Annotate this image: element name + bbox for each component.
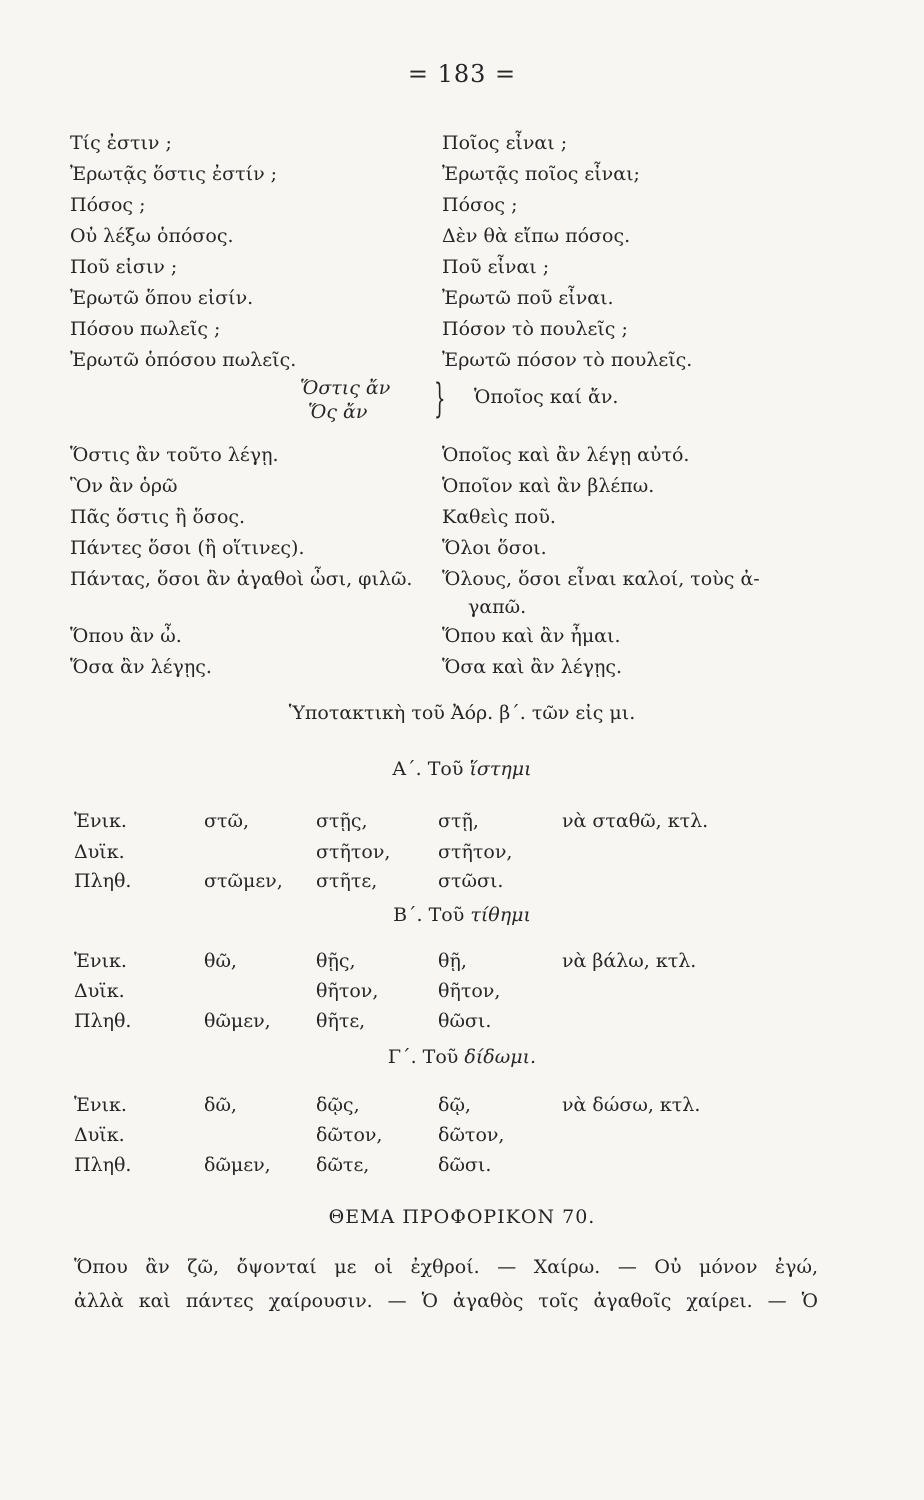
form-3: στῶσι.	[438, 870, 504, 892]
number-label: Δυϊκ.	[74, 980, 125, 1002]
question-left: Ἐρωτῶ ὅπου εἰσίν.	[70, 287, 254, 309]
conjugation-row	[0, 806, 924, 836]
section-heading	[0, 758, 924, 780]
ostis-heading-line2: Ὅς ἄν	[308, 401, 368, 423]
form-2: στῆτον,	[316, 841, 391, 863]
conjugation-row	[0, 1150, 924, 1180]
theme-title: ΘΕΜΑ ΠΡΟΦΟΡΙΚΟΝ 70.	[328, 1206, 596, 1228]
relative-right: Ὅπου καὶ ἂν ἦμαι.	[442, 625, 621, 647]
form-3: στῆτον,	[438, 841, 513, 863]
question-right: Ποῖος εἶναι ;	[442, 132, 568, 154]
ostis-heading-right: Ὁποῖος καί ἄν.	[474, 386, 619, 408]
section-verb: δίδωμι.	[464, 1046, 537, 1068]
relative-row	[0, 471, 924, 501]
number-label: Ἑνικ.	[74, 950, 127, 972]
relative-right: Ὅλους, ὅσοι εἶναι καλοί, τοὺς ἀ-	[442, 568, 760, 590]
conjugation-row	[0, 1120, 924, 1150]
question-row	[0, 128, 924, 158]
translation: νὰ δώσω, κτλ.	[562, 1094, 701, 1116]
form-3: δῶτον,	[438, 1124, 505, 1146]
conjugation-row	[0, 1090, 924, 1120]
form-3: θῶσι.	[438, 1010, 492, 1032]
brace-glyph: }	[434, 376, 446, 422]
form-3: θῆτον,	[438, 980, 501, 1002]
translation: νὰ σταθῶ, κτλ.	[562, 810, 709, 832]
number-label: Πληθ.	[74, 870, 132, 892]
form-2: στῇς,	[316, 810, 368, 832]
number-label: Πληθ.	[74, 1010, 132, 1032]
question-left: Ἐρωτῶ ὁπόσου πωλεῖς.	[70, 349, 297, 371]
question-right: Ἐρωτῶ ποῦ εἶναι.	[442, 287, 614, 309]
relative-left: Ὃν ἂν ὁρῶ	[70, 475, 178, 497]
form-2: δῷς,	[316, 1094, 360, 1116]
relative-row	[0, 592, 924, 622]
question-left: Πόσου πωλεῖς ;	[70, 318, 221, 340]
relative-left: Πάντας, ὅσοι ἂν ἀγαθοὶ ὦσι, φιλῶ.	[70, 568, 413, 590]
question-row	[0, 252, 924, 282]
conjugation-row	[0, 866, 924, 896]
question-row	[0, 314, 924, 344]
form-3: θῇ,	[438, 950, 467, 972]
question-right: Πόσος ;	[442, 194, 518, 216]
number-label: Ἑνικ.	[74, 810, 127, 832]
section-label: Β΄. Τοῦ	[393, 904, 465, 926]
relative-row	[0, 564, 924, 594]
form-3: στῇ,	[438, 810, 479, 832]
question-right: Πόσον τὸ πουλεῖς ;	[442, 318, 628, 340]
question-left: Ποῦ εἰσιν ;	[70, 256, 178, 278]
section-heading	[0, 904, 924, 926]
relative-right: Ὅλοι ὅσοι.	[442, 537, 547, 559]
conjugation-row	[0, 1006, 924, 1036]
relative-right: γαπῶ.	[468, 596, 527, 618]
form-1: θῶμεν,	[204, 1010, 271, 1032]
number-label: Ἑνικ.	[74, 1094, 127, 1116]
question-right: Δὲν θὰ εἴπω πόσος.	[442, 225, 631, 247]
section-verb: τίθημι	[470, 904, 531, 926]
question-left: Πόσος ;	[70, 194, 146, 216]
relative-row	[0, 502, 924, 532]
translation: νὰ βάλω, κτλ.	[562, 950, 697, 972]
text-line: Ὅπου ἂν ζῶ, ὄψονταί με οἱ ἐχθροί. — Χαίρω. — Οὐ μόνον ἐγώ,	[74, 1256, 818, 1278]
question-right: Ποῦ εἶναι ;	[442, 256, 550, 278]
relative-left: Πᾶς ὅστις ἢ ὅσος.	[70, 506, 246, 528]
question-row	[0, 190, 924, 220]
number-label: Δυϊκ.	[74, 841, 125, 863]
form-2: δῶτε,	[316, 1154, 370, 1176]
relative-right: Ὁποῖος καὶ ἂν λέγῃ αὐτό.	[442, 444, 690, 466]
section-label: Α΄. Τοῦ	[392, 758, 464, 780]
form-2: θῇς,	[316, 950, 356, 972]
relative-row	[0, 533, 924, 563]
form-2: δῶτον,	[316, 1124, 383, 1146]
conjugation-row	[0, 837, 924, 867]
relative-right: Καθεὶς ποῦ.	[442, 506, 556, 528]
form-1: δῶ,	[204, 1094, 237, 1116]
text-line: ἀλλὰ καὶ πάντες χαίρουσιν. — Ὁ ἀγαθὸς τοῖς ἀγαθοῖς χαίρει. — Ὁ	[74, 1290, 818, 1312]
form-1: θῶ,	[204, 950, 237, 972]
relative-row	[0, 621, 924, 651]
question-left: Ἐρωτᾷς ὅστις ἐστίν ;	[70, 163, 278, 185]
relative-row	[0, 440, 924, 470]
question-row	[0, 159, 924, 189]
subjunctive-title: Ὑποτακτικὴ τοῦ Ἀόρ. β΄. τῶν εἰς μι.	[288, 702, 636, 724]
question-right: Ἐρωτᾷς ποῖος εἶναι;	[442, 163, 640, 185]
form-3: δῶσι.	[438, 1154, 492, 1176]
form-2: θῆτον,	[316, 980, 379, 1002]
page-number: = 183 =	[407, 60, 517, 88]
relative-left: Ὅσα ἂν λέγῃς.	[70, 656, 212, 678]
form-1: στῶ,	[204, 810, 250, 832]
question-row	[0, 345, 924, 375]
relative-right: Ὅσα καὶ ἂν λέγῃς.	[442, 656, 623, 678]
section-label: Γ΄. Τοῦ	[387, 1046, 459, 1068]
question-left: Τίς ἐστιν ;	[70, 132, 172, 154]
question-right: Ἐρωτῶ πόσον τὸ πουλεῖς.	[442, 349, 693, 371]
relative-right: Ὁποῖον καὶ ἂν βλέπω.	[442, 475, 655, 497]
question-left: Οὐ λέξω ὁπόσος.	[70, 225, 234, 247]
number-label: Δυϊκ.	[74, 1124, 125, 1146]
relative-row	[0, 652, 924, 682]
form-3: δῷ,	[438, 1094, 471, 1116]
ostis-heading-line1: Ὅστις ἄν	[300, 377, 391, 399]
question-row	[0, 283, 924, 313]
form-1: δῶμεν,	[204, 1154, 271, 1176]
ostis-heading	[300, 376, 430, 424]
form-1: στῶμεν,	[204, 870, 283, 892]
form-2: θῆτε,	[316, 1010, 366, 1032]
conjugation-row	[0, 976, 924, 1006]
section-heading	[0, 1046, 924, 1068]
relative-left: Πάντες ὅσοι (ἢ οἵτινες).	[70, 537, 305, 559]
question-row	[0, 221, 924, 251]
relative-left: Ὅπου ἂν ὦ.	[70, 625, 182, 647]
conjugation-row	[0, 946, 924, 976]
relative-left: Ὅστις ἂν τοῦτο λέγῃ.	[70, 444, 279, 466]
section-verb: ἵστημι	[469, 758, 532, 780]
number-label: Πληθ.	[74, 1154, 132, 1176]
form-2: στῆτε,	[316, 870, 378, 892]
